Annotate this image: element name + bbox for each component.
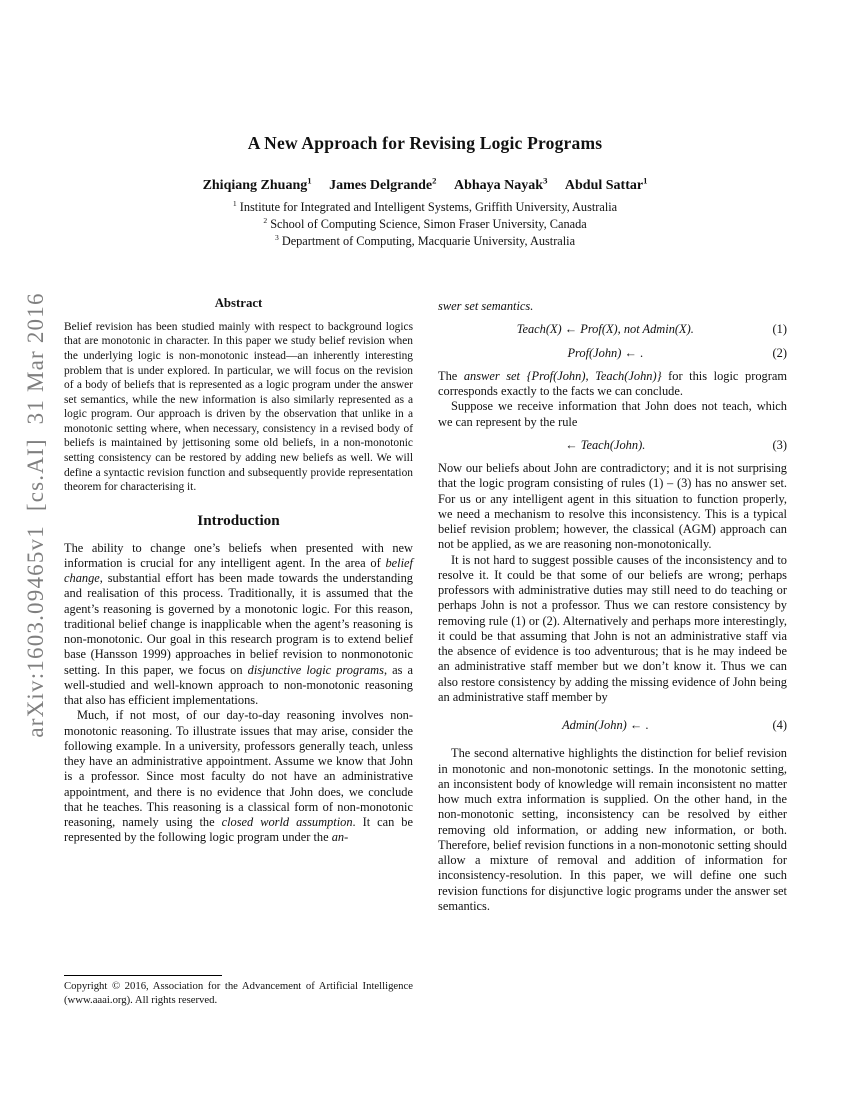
arxiv-watermark: arXiv:1603.09465v1 [cs.AI] 31 Mar 2016 — [23, 292, 48, 738]
author — [453, 175, 548, 193]
affiliation-text: Institute for Integrated and Intelligent Systems, Griffith University, Australia — [236, 200, 618, 214]
equation-2 — [438, 346, 787, 361]
equation-1-number: (1) — [772, 322, 787, 337]
equation-4-number: (4) — [772, 718, 787, 732]
intro-paragraph-2: Much, if not most, of our day-to-day reasoning involves non-monotonic reasoning. To illustrate issues that may arise, consider the following example. In a university, professors generally teach, unless they have an administrative appointment. Assume we know that John is a professor. Since most faculty do not have an administrative appointment, and there is no evidence that John does, we conclude that he teaches. This reasoning is a classical form of non-monotonic reasoning, namely using the closed world assumption. It can be represented by the following logic program under the an- — [64, 708, 413, 845]
authors-line — [64, 175, 786, 194]
contradiction-paragraph: Now our beliefs about John are contradictory; and it is not surprising that the logic program consisting of rules (1) – (3) has no answer set. For us or any intelligent agent in this situation to function properly, we need a mechanism to resolve this inconsistency. This is a typical belief revision problem; however, the classical (AGM) approach can not be applied, as we are reasoning non-monotonically. — [438, 461, 787, 552]
author-name: James Delgrande — [329, 178, 433, 193]
introduction-heading: Introduction — [197, 511, 280, 529]
footnote-rule — [64, 975, 222, 976]
right-column — [438, 299, 787, 914]
footnote-block — [64, 975, 413, 1007]
copyright-note: Copyright © 2016, Association for the Advancement of Artificial Intelligence (www.aaai.org). All rights reserved. — [64, 980, 413, 1006]
author-affiliation-mark: 2 — [432, 175, 437, 186]
author-name: Abhaya Nayak — [453, 178, 544, 193]
affiliation-mark: 1 — [232, 198, 237, 208]
author-affiliation-mark: 3 — [543, 175, 548, 186]
affiliation-mark: 2 — [263, 215, 268, 225]
equation-4-formula: Admin(John) ← . — [562, 718, 649, 732]
author — [202, 175, 312, 193]
affiliation-text: School of Computing Science, Simon Fraser University, Canada — [267, 217, 587, 231]
author-affiliation-mark: 1 — [307, 175, 312, 186]
abstract-text: Belief revision has been studied mainly with respect to background logics that are monotonic in character. In this paper we study belief revision when the underlying logic is non-monotonic instead—an inherently interesting problem that is under explored. In particular, we will focus on the revision of a body of beliefs that is represented as a logic program under the answer set semantics, while the new information is also similarly represented as a logic program. Our approach is driven by the observation that unlike in a monotonic setting where, when necessary, consistency in a revised body of beliefs is maintained by jettisoning some old beliefs, in a non-monotonic setting consistency can be restored by adding new beliefs as well. We will define a syntactic revision function and subsequently provide representation theorem for characterising it. — [64, 320, 413, 494]
equation-2-formula: Prof(John) ← . — [567, 345, 644, 360]
author-name: Zhiqiang Zhuang — [202, 178, 308, 193]
affiliation-line — [64, 216, 786, 233]
equation-3-formula: ← Teach(John). — [565, 437, 646, 452]
affiliations — [64, 199, 786, 250]
paper-header — [64, 133, 786, 250]
intro-paragraph-1: The ability to change one’s beliefs when presented with new information is crucial for any intelligent agent. In the area of belief change, substantial effort has been made towards the understanding and realisation of this process. Traditionally, it is assumed that the agent’s reasoning is governed by a monotonic logic. For this reason, traditional belief change is inapplicable when the agent’s reasoning is non-monotonic. Our goal in this research program is to extend belief base (Hansson 1999) approaches in belief revision to nonmonotonic setting. In this paper, we focus on disjunctive logic programs, as a well-studied and well-known approach to non-monotonic reasoning that also has efficient implementations. — [64, 540, 414, 708]
equation-3 — [438, 438, 787, 453]
causes-paragraph: It is not hard to suggest possible causes of the inconsistency and to resolve it. It could be that some of our beliefs are wrong; perhaps professors with administrative duties may still need to do teaching or perhaps John is not a professor. Thus we can restore consistency by removing rule (1) or (2). Alternatively and perhaps more interestingly, it could be that assuming that John is not an administrative staff via the absence of evidence is too adventurous; that is he may indeed be an administrative staff member but we don’t know it. Thus we can also restore consistency by adding the missing evidence of John being an administrative staff member by — [438, 552, 787, 704]
second-alternative-paragraph: The second alternative highlights the distinction for belief revision in monotonic and non-monotonic settings. In the monotonic setting, an inconsistent body of knowledge will remain inconsistent no matter how much extra information is supplied. On the other hand, in the non-monotonic setting, inconsistency can be resolved by either removing old information, or adding new information, or both. Therefore, belief revision functions in a non-monotonic setting should allow a mixture of removal and addition of information for inconsistency-resolution. In this paper, we will define one such revision functions for disjunctive logic programs under the answer set semantics. — [438, 746, 787, 913]
author — [329, 175, 437, 193]
author-name: Abdul Sattar — [564, 178, 644, 193]
author — [564, 175, 648, 193]
affiliation-text: Department of Computing, Macquarie University, Australia — [278, 234, 576, 248]
abstract-heading: Abstract — [214, 296, 263, 310]
equation-2-number: (2) — [772, 345, 787, 360]
author-affiliation-mark: 1 — [643, 175, 648, 186]
equation-1-formula: Teach(X) ← Prof(X), not Admin(X). — [516, 322, 694, 337]
answer-set-paragraph: The answer set {Prof(John), Teach(John)} for this logic program corresponds exactly to the facts we can conclude. — [438, 368, 787, 398]
equation-1 — [438, 322, 787, 337]
continuation-text: swer set semantics. — [438, 299, 534, 313]
affiliation-line — [64, 233, 786, 250]
paper-title: A New Approach for Revising Logic Programs — [247, 133, 603, 153]
equation-4 — [438, 718, 787, 733]
left-column — [64, 296, 413, 846]
suppose-paragraph: Suppose we receive information that John does not teach, which we can represent by the rule — [438, 399, 787, 429]
affiliation-line — [64, 199, 786, 216]
equation-3-number: (3) — [772, 437, 787, 452]
affiliation-mark: 3 — [274, 232, 279, 242]
